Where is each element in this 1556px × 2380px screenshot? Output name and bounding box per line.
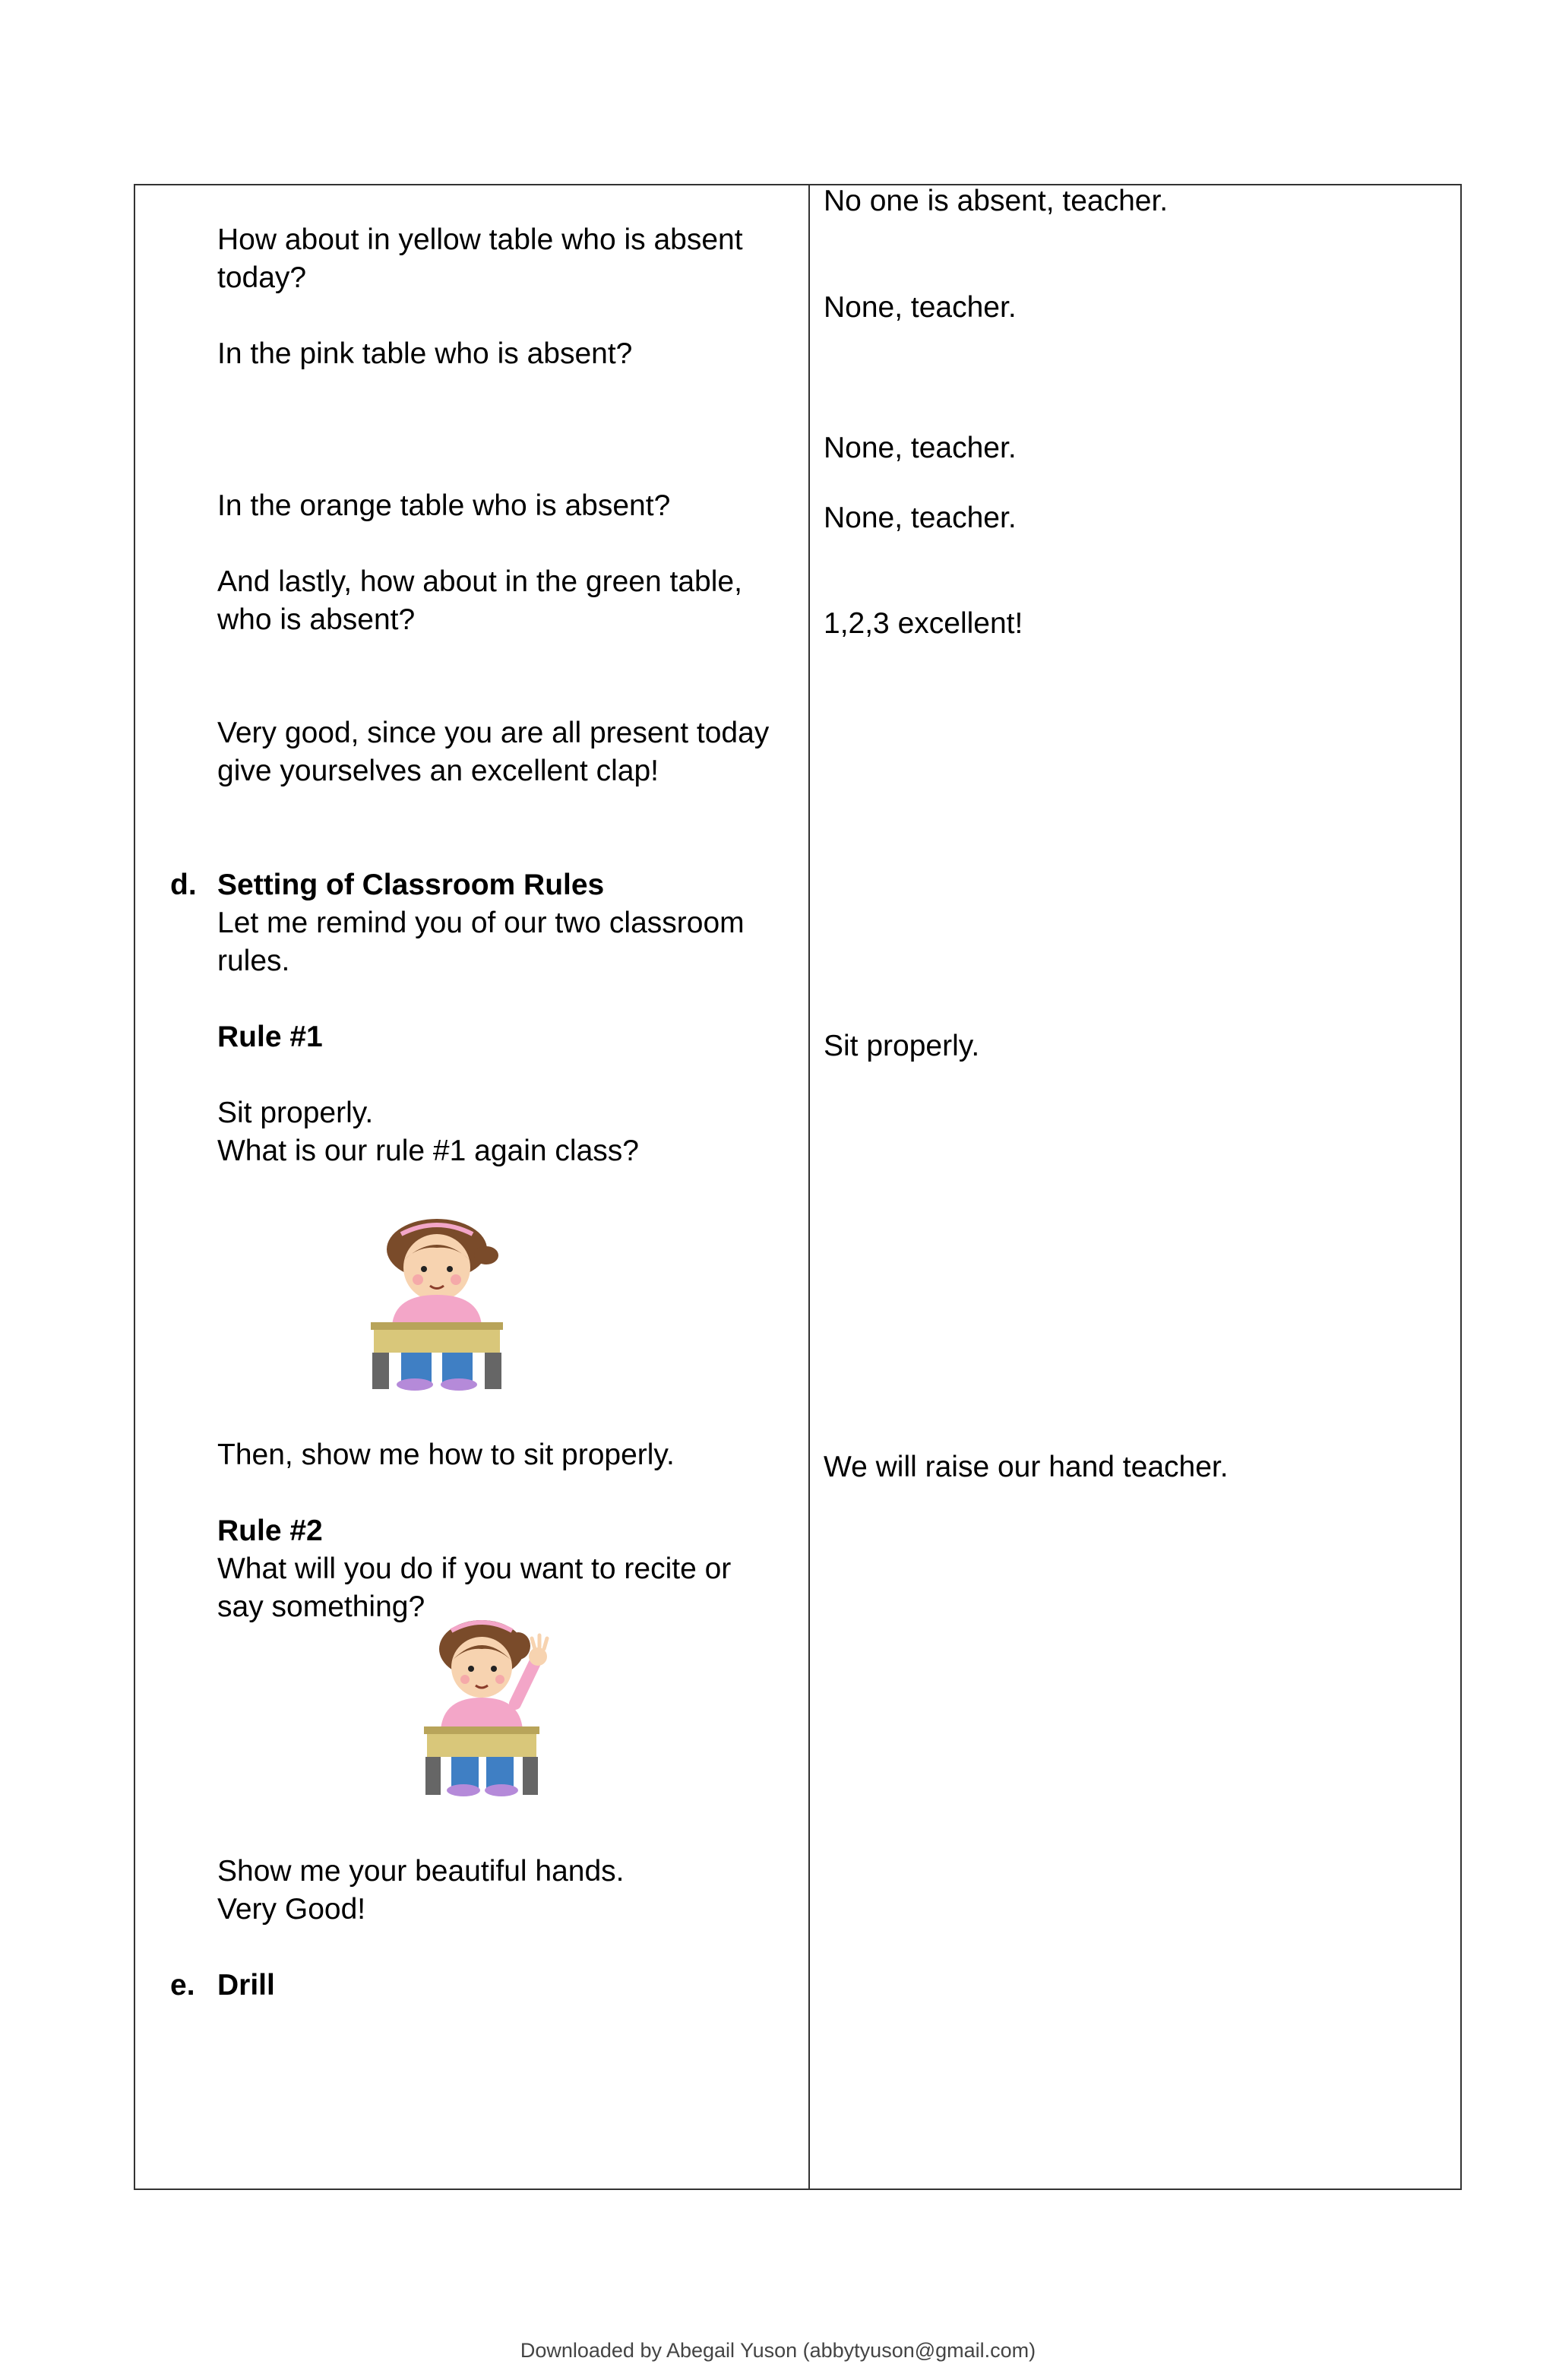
praise-line2: give yourselves an excellent clap! — [217, 755, 659, 787]
question-green-line2: who is absent? — [217, 603, 416, 636]
rule2-question-line1: What will you do if you want to recite or — [217, 1552, 732, 1585]
girl-raising-hand-illustration — [421, 1614, 565, 1799]
rule2-heading: Rule #2 — [217, 1514, 323, 1547]
girl-sitting-illustration — [365, 1213, 509, 1392]
rule1-heading: Rule #1 — [217, 1021, 323, 1053]
column-divider — [808, 184, 810, 2190]
section-e-title: Drill — [217, 1969, 275, 2002]
question-orange: In the orange table who is absent? — [217, 489, 671, 522]
question-pink: In the pink table who is absent? — [217, 337, 633, 370]
answer-3: None, teacher. — [824, 432, 1017, 464]
answer-1: No one is absent, teacher. — [824, 185, 1169, 217]
section-d-title: Setting of Classroom Rules — [217, 869, 605, 901]
rule1-question: What is our rule #1 again class? — [217, 1135, 639, 1167]
section-d-marker: d. — [170, 869, 197, 901]
answer-2: None, teacher. — [824, 291, 1017, 324]
section-e-marker: e. — [170, 1969, 195, 2002]
answer-4: None, teacher. — [824, 502, 1017, 534]
hands-line2: Very Good! — [217, 1893, 366, 1926]
answer-7: We will raise our hand teacher. — [824, 1451, 1229, 1483]
question-yellow-line1: How about in yellow table who is absent — [217, 223, 743, 256]
rule1-text: Sit properly. — [217, 1097, 374, 1129]
question-yellow-line2: today? — [217, 261, 307, 294]
rule2-question-line2: say something? — [217, 1590, 425, 1623]
question-green-line1: And lastly, how about in the green table, — [217, 565, 742, 598]
hands-line1: Show me your beautiful hands. — [217, 1855, 625, 1888]
answer-5: 1,2,3 excellent! — [824, 607, 1023, 640]
answer-6: Sit properly. — [824, 1030, 980, 1062]
show-sit-instruction: Then, show me how to sit properly. — [217, 1438, 675, 1471]
praise-line1: Very good, since you are all present today — [217, 717, 770, 749]
download-footer: Downloaded by Abegail Yuson (abbytyuson@gmail.com) — [520, 2339, 1036, 2362]
remind-line1: Let me remind you of our two classroom — [217, 907, 745, 939]
remind-line2: rules. — [217, 945, 290, 977]
